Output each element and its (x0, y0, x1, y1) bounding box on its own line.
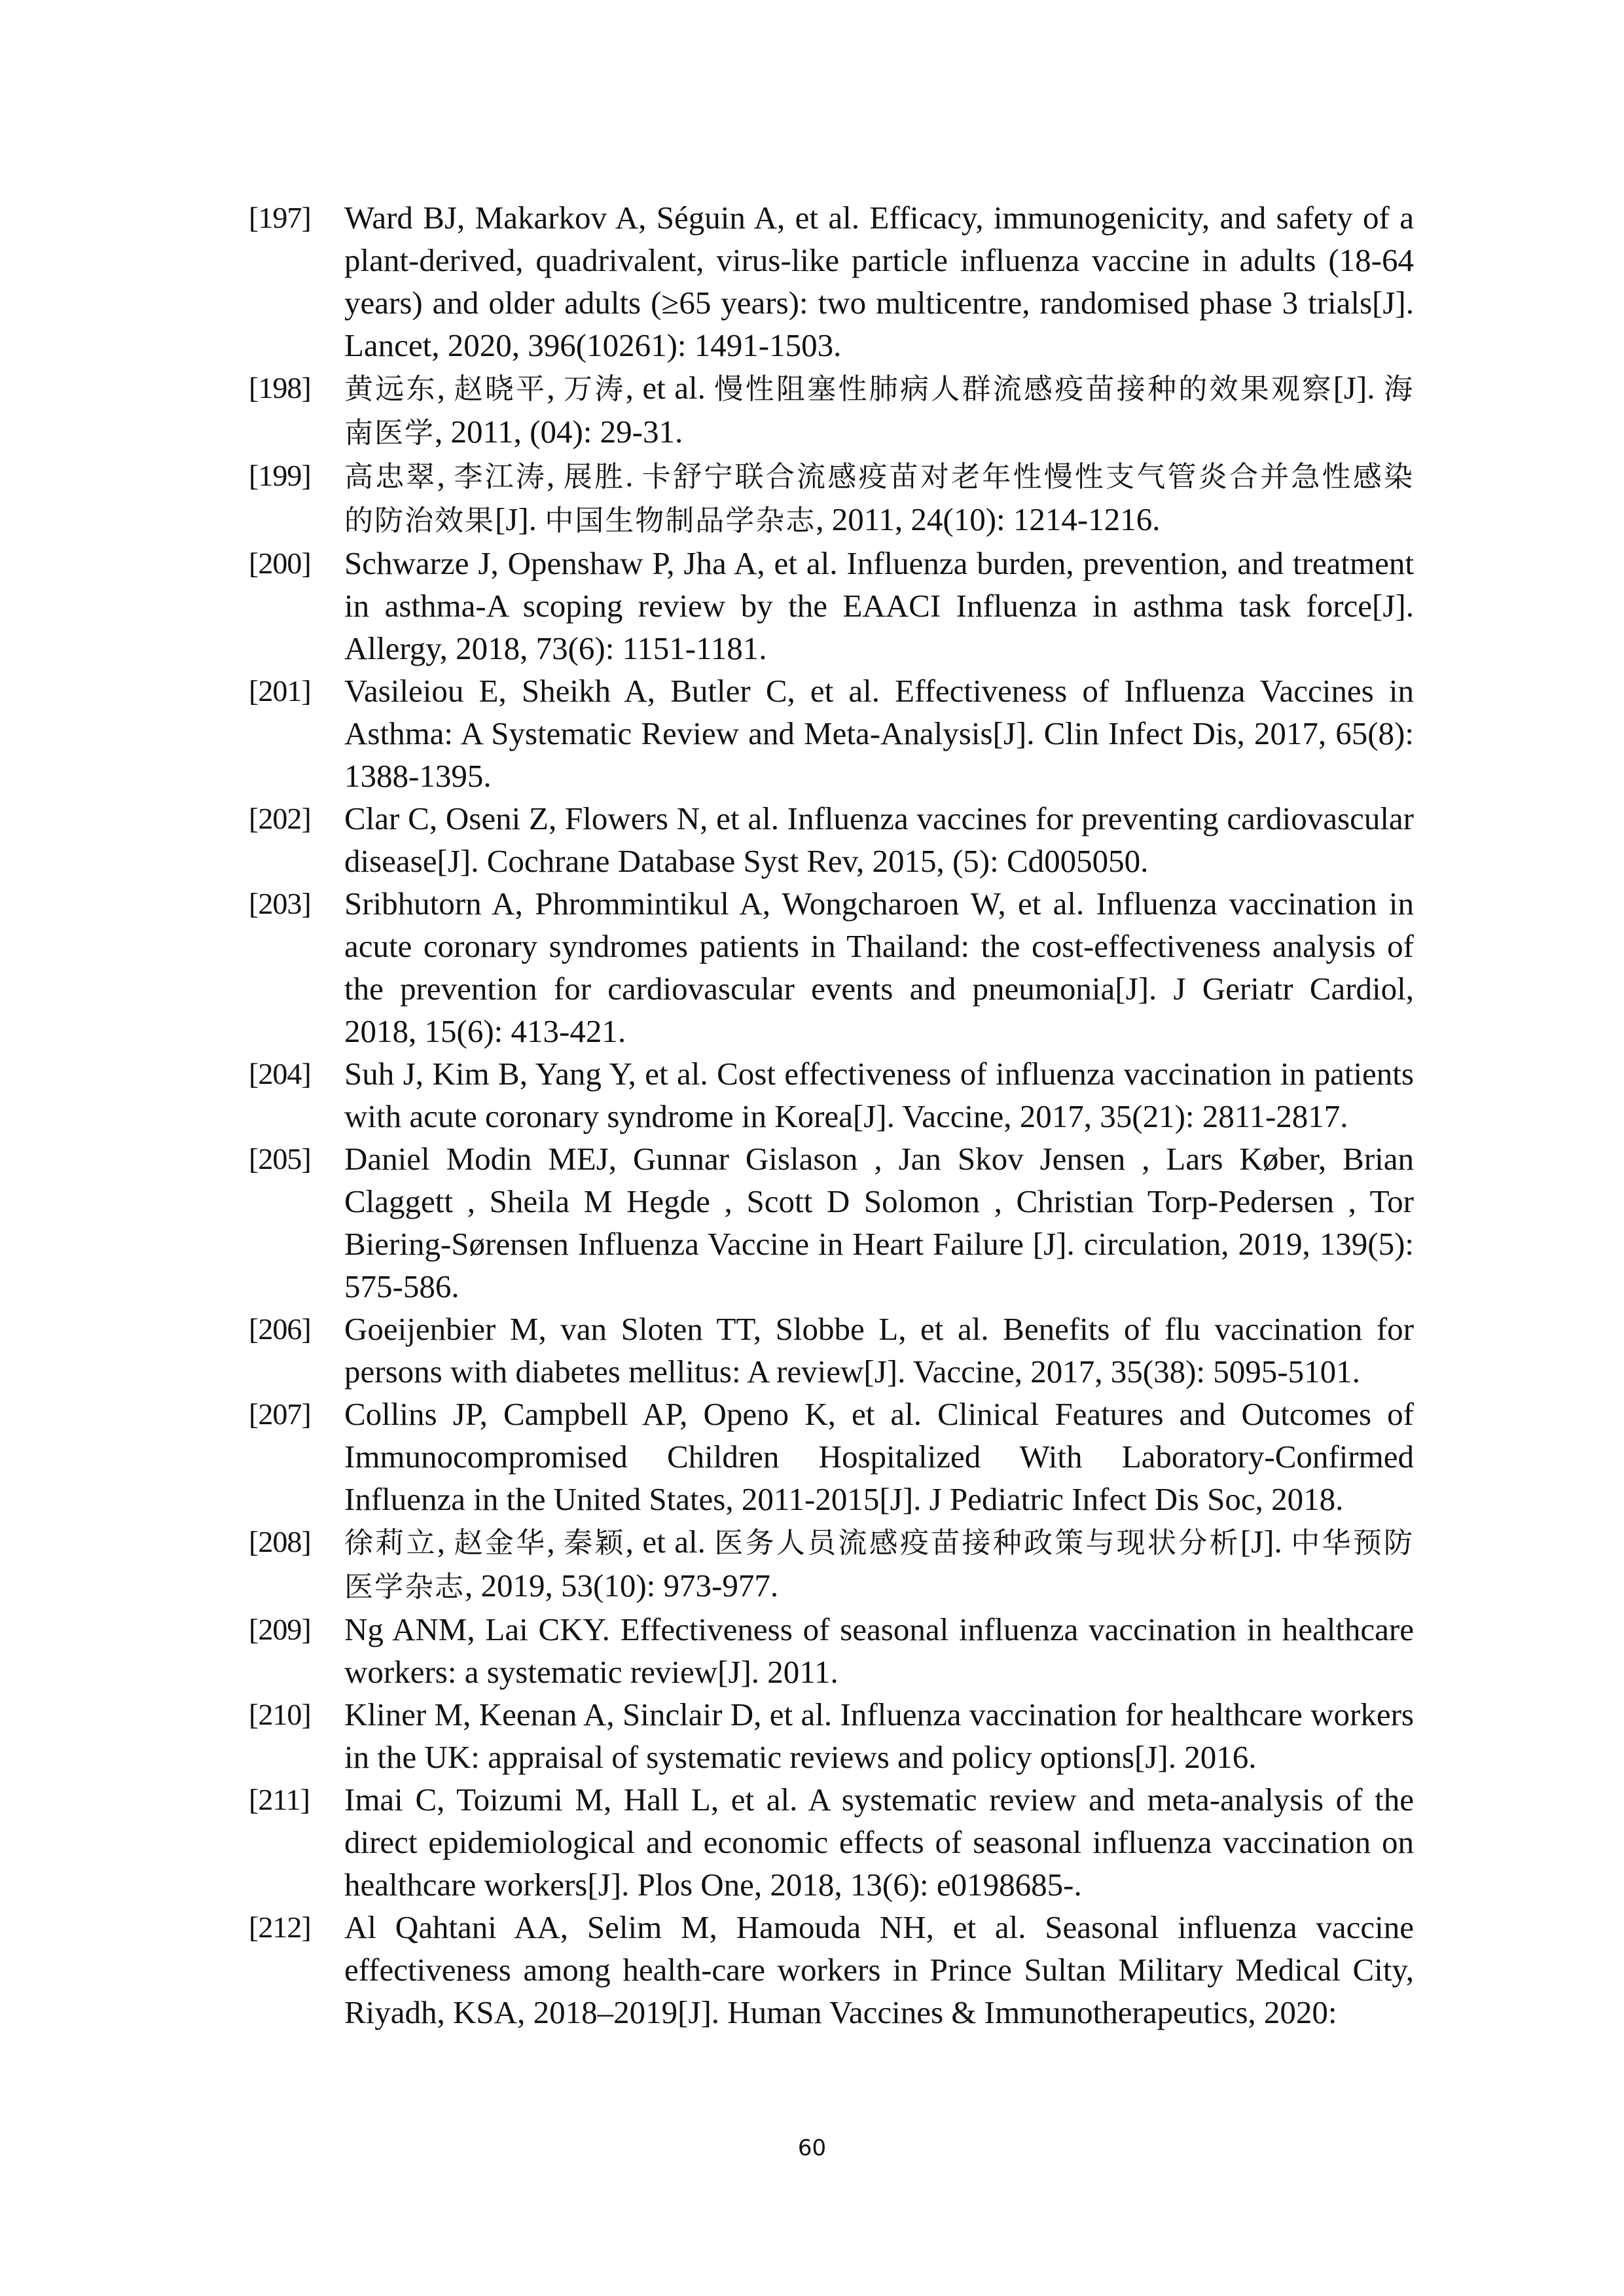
reference-number: [201] (249, 674, 311, 708)
reference-entry (249, 797, 1414, 882)
reference-entry (249, 1906, 1414, 2034)
reference-number: [209] (249, 1613, 311, 1646)
reference-entry (249, 542, 1414, 670)
reference-text: Kliner M, Keenan A, Sinclair D, et al. Influenza vaccination for healthcare workers in the UK: appraisal of systematic reviews and policy options[J]. 2016. (344, 1696, 1414, 1775)
reference-entry (249, 670, 1414, 797)
reference-entry (249, 1138, 1414, 1308)
reference-entry (249, 196, 1414, 367)
reference-number: [206] (249, 1312, 311, 1346)
reference-number: [205] (249, 1142, 311, 1175)
reference-entry (249, 882, 1414, 1052)
reference-list (249, 196, 1414, 2034)
reference-number: [210] (249, 1698, 311, 1731)
reference-text: 徐莉立, 赵金华, 秦颖, et al. 医务人员流感疫苗接种政策与现状分析[J]. 中华预防医学杂志, 2019, 53(10): 973-977. (344, 1524, 1415, 1604)
reference-number: [208] (249, 1525, 311, 1558)
reference-text: Vasileiou E, Sheikh A, Butler C, et al. Effectiveness of Influenza Vaccines in Asthma: A Systematic Review and Meta-Analysis[J]. Clin Infect Dis, 2017, 65(8): 1388-1395. (344, 673, 1414, 794)
reference-entry (249, 1693, 1414, 1778)
reference-entry (249, 1052, 1414, 1138)
reference-text: Collins JP, Campbell AP, Openo K, et al. Clinical Features and Outcomes of Immunocompromised Children Hospitalized With Laboratory-Confirmed Influenza in the United States, 2011-2015[J]. J Pediatric Infect Dis Soc, 2018. (344, 1396, 1414, 1517)
reference-text: Clar C, Oseni Z, Flowers N, et al. Influenza vaccines for preventing cardiovascular disease[J]. Cochrane Database Syst Rev, 2015, (5): Cd005050. (344, 800, 1414, 879)
reference-entry (249, 367, 1414, 454)
reference-entry (249, 1520, 1414, 1608)
reference-text: Goeijenbier M, van Sloten TT, Slobbe L, et al. Benefits of flu vaccination for persons with diabetes mellitus: A review[J]. Vaccine, 2017, 35(38): 5095-5101. (344, 1311, 1414, 1390)
reference-entry (249, 454, 1414, 542)
reference-text: 高忠翠, 李江涛, 展胜. 卡舒宁联合流感疫苗对老年性慢性支气管炎合并急性感染的防治效果[J]. 中国生物制品学杂志, 2011, 24(10): 1214-1216. (344, 457, 1415, 537)
reference-number: [202] (249, 802, 311, 835)
reference-entry (249, 1308, 1414, 1393)
reference-number: [207] (249, 1397, 311, 1431)
reference-number: [197] (249, 201, 311, 234)
reference-text: Daniel Modin MEJ, Gunnar Gislason , Jan Skov Jensen , Lars Køber, Brian Claggett , Sheila M Hegde , Scott D Solomon , Christian Torp-Pedersen , Tor Biering-Sørensen Influenza Vaccine in Heart Failure [J]. circulation, 2019, 139(5): 575-586. (344, 1141, 1414, 1304)
reference-number: [199] (249, 459, 311, 492)
reference-text: Suh J, Kim B, Yang Y, et al. Cost effectiveness of influenza vaccination in patients with acute coronary syndrome in Korea[J]. Vaccine, 2017, 35(21): 2811-2817. (344, 1056, 1414, 1134)
reference-number: [198] (249, 371, 311, 404)
reference-number: [200] (249, 547, 311, 580)
reference-number: [203] (249, 887, 311, 920)
reference-text: Ng ANM, Lai CKY. Effectiveness of seasonal influenza vaccination in healthcare workers: a systematic review[J]. 2011. (344, 1611, 1414, 1690)
reference-entry (249, 1393, 1414, 1520)
reference-entry (249, 1608, 1414, 1693)
reference-text: Schwarze J, Openshaw P, Jha A, et al. Influenza burden, prevention, and treatment in asthma-A scoping review by the EAACI Influenza in asthma task force[J]. Allergy, 2018, 73(6): 1151-1181. (344, 545, 1414, 666)
reference-entry (249, 1778, 1414, 1906)
page-number: 60 (797, 2135, 827, 2161)
reference-text: 黄远东, 赵晓平, 万涛, et al. 慢性阻塞性肺病人群流感疫苗接种的效果观察[J]. 海南医学, 2011, (04): 29-31. (344, 370, 1415, 450)
reference-number: [212] (249, 1910, 311, 1944)
reference-number: [211] (249, 1783, 310, 1816)
reference-text: Ward BJ, Makarkov A, Séguin A, et al. Efficacy, immunogenicity, and safety of a plant-derived, quadrivalent, virus-like particle influenza vaccine in adults (18-64 years) and older adults (≥65 years): two multicentre, randomised phase 3 trials[J]. Lancet, 2020, 396(10261): 1491-1503. (344, 200, 1414, 363)
reference-text: Al Qahtani AA, Selim M, Hamouda NH, et al. Seasonal influenza vaccine effectiveness among health-care workers in Prince Sultan Military Medical City, Riyadh, KSA, 2018–2019[J]. Human Vaccines & Immunotherapeutics, 2020: (344, 1909, 1414, 2030)
reference-text: Sribhutorn A, Phrommintikul A, Wongcharoen W, et al. Influenza vaccination in acute coronary syndromes patients in Thailand: the cost-effectiveness analysis of the prevention for cardiovascular events and pneumonia[J]. J Geriatr Cardiol, 2018, 15(6): 413-421. (344, 886, 1414, 1049)
reference-number: [204] (249, 1057, 311, 1090)
reference-text: Imai C, Toizumi M, Hall L, et al. A systematic review and meta-analysis of the direct epidemiological and economic effects of seasonal influenza vaccination on healthcare workers[J]. Plos One, 2018, 13(6): e0198685-. (344, 1782, 1414, 1903)
